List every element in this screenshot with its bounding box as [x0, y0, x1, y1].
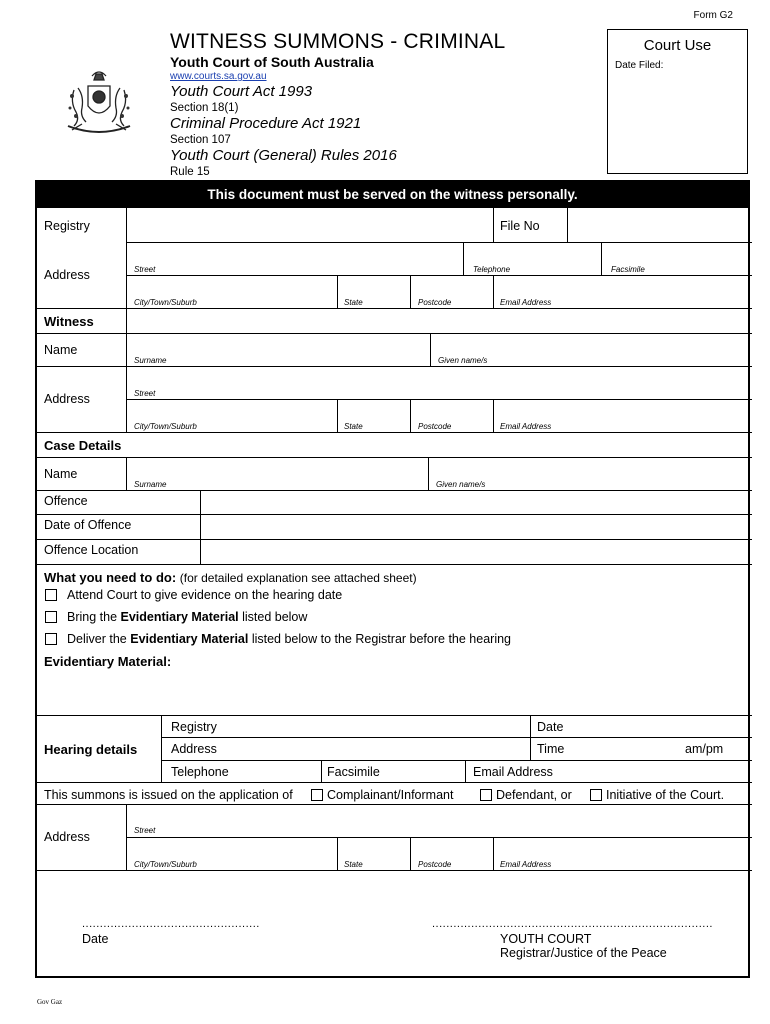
court-name: Youth Court of South Australia	[170, 54, 374, 70]
document-title: WITNESS SUMMONS - CRIMINAL	[170, 30, 506, 53]
court-initiative-label: Initiative of the Court.	[606, 788, 725, 802]
applicant-state-sublabel: State	[344, 860, 363, 869]
facsimile-sublabel: Facsimile	[611, 265, 645, 274]
witness-surname-sublabel: Surname	[134, 356, 167, 365]
file-no-input[interactable]	[568, 209, 748, 242]
court-initiative-checkbox[interactable]	[590, 789, 602, 801]
deliver-checkbox[interactable]	[45, 633, 57, 645]
complainant-label: Complainant/Informant	[327, 788, 454, 802]
offence-location-input[interactable]	[201, 540, 750, 564]
witness-heading: Witness	[44, 314, 94, 329]
hearing-date-label: Date	[537, 720, 564, 734]
option-bring[interactable]	[45, 610, 307, 624]
applicant-address-label: Address	[44, 830, 90, 844]
bring-label-bold: Evidentiary Material	[120, 610, 239, 624]
court-use-box	[607, 29, 748, 174]
case-surname-sublabel: Surname	[134, 480, 167, 489]
case-name-label: Name	[44, 467, 78, 481]
option-defendant[interactable]	[480, 788, 572, 802]
todo-note: (for detailed explanation see attached sheet)	[179, 571, 417, 585]
hearing-telephone-label: Telephone	[171, 765, 229, 779]
offence-date-input[interactable]	[201, 515, 750, 539]
witness-city-sublabel: City/Town/Suburb	[134, 422, 197, 431]
option-deliver[interactable]	[45, 632, 511, 646]
case-details-heading: Case Details	[44, 438, 122, 453]
witness-state-sublabel: State	[344, 422, 363, 431]
bring-checkbox[interactable]	[45, 611, 57, 623]
application-label: This summons is issued on the application of	[44, 788, 293, 802]
offence-label: Offence	[44, 494, 88, 508]
witness-name-label: Name	[44, 343, 78, 357]
telephone-sublabel: Telephone	[473, 265, 511, 274]
address-label: Address	[44, 268, 90, 282]
witness-postcode-sublabel: Postcode	[418, 422, 452, 431]
hearing-registry-label: Registry	[171, 720, 217, 734]
hearing-email-label: Email Address	[473, 765, 553, 779]
date-filed-label: Date Filed:	[615, 60, 664, 71]
section-107: Section 107	[170, 134, 231, 146]
todo-heading-line	[44, 570, 417, 585]
hearing-heading: Hearing details	[44, 742, 138, 757]
registry-input[interactable]	[127, 209, 493, 242]
hearing-facsimile-label: Facsimile	[327, 765, 380, 779]
defendant-label: Defendant, or	[496, 788, 572, 802]
offence-input[interactable]	[201, 491, 750, 514]
witness-given-sublabel: Given name/s	[438, 356, 488, 365]
registrar-signature-line: ...............................................................................	[432, 918, 713, 930]
option-complainant[interactable]	[311, 788, 453, 802]
service-banner: This document must be served on the witness personally.	[37, 182, 748, 208]
offence-date-label: Date of Offence	[44, 518, 132, 532]
witness-street-sublabel: Street	[134, 389, 156, 398]
case-given-sublabel: Given name/s	[436, 480, 486, 489]
option-court-initiative[interactable]	[590, 788, 724, 802]
court-use-title: Court Use	[643, 37, 712, 54]
file-no-label: File No	[500, 219, 540, 233]
form-id: Form G2	[693, 10, 733, 21]
street-sublabel: Street	[134, 265, 156, 274]
witness-address-label: Address	[44, 392, 90, 406]
complainant-checkbox[interactable]	[311, 789, 323, 801]
rule-15: Rule 15	[170, 166, 210, 178]
city-sublabel: City/Town/Suburb	[134, 298, 197, 307]
signature-date-label: Date	[82, 932, 109, 946]
offence-location-label: Offence Location	[44, 543, 139, 557]
attend-label: Attend Court to give evidence on the hearing date	[67, 588, 343, 602]
date-signature-line: ..................................................	[82, 918, 260, 930]
hearing-time-label: Time	[537, 742, 565, 756]
court-website-link[interactable]: www.courts.sa.gov.au	[170, 71, 267, 82]
applicant-postcode-sublabel: Postcode	[418, 860, 452, 869]
gov-gaz-footer: Gov Gaz	[37, 998, 63, 1006]
deliver-label-post: listed below to the Registrar before the hearing	[248, 632, 511, 646]
deliver-label-pre: Deliver the	[67, 632, 131, 646]
state-sublabel: State	[344, 298, 363, 307]
title-block	[170, 30, 505, 179]
applicant-city-sublabel: City/Town/Suburb	[134, 860, 197, 869]
deliver-label-bold: Evidentiary Material	[130, 632, 249, 646]
todo-heading: What you need to do:	[44, 570, 177, 585]
registry-label: Registry	[44, 219, 90, 233]
bring-label-pre: Bring the	[67, 610, 121, 624]
registrar-label: Registrar/Justice of the Peace	[500, 946, 667, 960]
act-criminal-procedure: Criminal Procedure Act 1921	[170, 115, 362, 132]
ampm-label: am/pm	[685, 742, 724, 756]
hearing-address-label: Address	[171, 742, 217, 756]
youth-court-label: YOUTH COURT	[500, 932, 592, 946]
section-18: Section 18(1)	[170, 102, 239, 114]
act-youth-court: Youth Court Act 1993	[170, 83, 313, 100]
bring-label-post: listed below	[238, 610, 308, 624]
rules-youth-court: Youth Court (General) Rules 2016	[170, 147, 397, 164]
option-attend[interactable]	[45, 588, 342, 602]
attend-checkbox[interactable]	[45, 589, 57, 601]
applicant-street-sublabel: Street	[134, 826, 156, 835]
postcode-sublabel: Postcode	[418, 298, 452, 307]
coat-of-arms-logo	[62, 66, 136, 140]
defendant-checkbox[interactable]	[480, 789, 492, 801]
email-sublabel: Email Address	[500, 298, 552, 307]
applicant-email-sublabel: Email Address	[500, 860, 552, 869]
summons-form	[35, 180, 750, 978]
witness-email-sublabel: Email Address	[500, 422, 552, 431]
evidentiary-material-heading: Evidentiary Material:	[44, 654, 172, 669]
evidentiary-material-input[interactable]	[37, 672, 750, 714]
